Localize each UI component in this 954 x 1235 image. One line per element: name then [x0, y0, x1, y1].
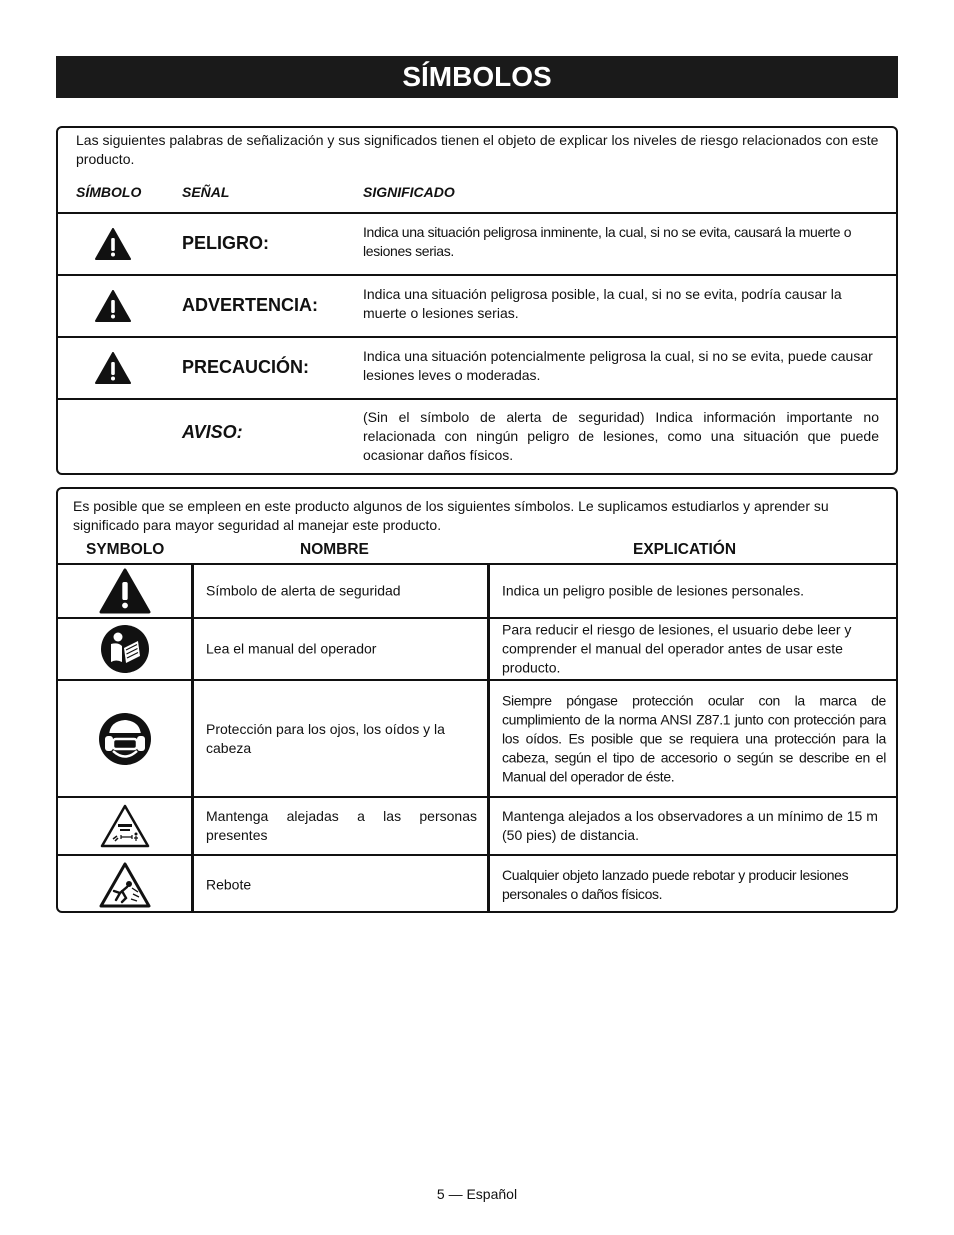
header-symbol: SÍMBOLO [76, 184, 142, 200]
signal-row-precaucion [58, 336, 896, 398]
signal-word: AVISO: [182, 422, 243, 442]
header-explicacion: EXPLICATIÓN [633, 541, 737, 558]
symbol-name: Protección para los ojos, los oídos y la cabeza [206, 720, 445, 756]
signal-words-intro: Las siguientes palabras de señalización y sus significados tienen el objeto de explicar los niveles de riesgo relacionados con este producto. [76, 132, 879, 167]
symbol-explanation: Cualquier objeto lanzado puede rebotar y producir lesiones personales o daños físicos. [502, 866, 849, 902]
header-meaning: SIGNIFICADO [363, 184, 455, 200]
signal-row-aviso [58, 398, 896, 475]
symbol-name: Lea el manual del operador [206, 640, 377, 657]
symbol-explanation: Indica un peligro posible de lesiones personales. [502, 582, 804, 599]
header-symbolo: SYMBOLO [86, 541, 165, 558]
signal-meaning: Indica una situación potencialmente peligrosa la cual, si no se evita, puede causar lesiones leves o moderadas. [363, 348, 873, 383]
page-title: SÍMBOLOS [56, 56, 898, 98]
ricochet-icon [98, 861, 152, 909]
signal-word: PELIGRO: [182, 233, 270, 253]
symbol-name: Mantenga alejadas a las personas presentes [206, 808, 477, 843]
symbol-name: Símbolo de alerta de seguridad [206, 582, 401, 599]
table-row [58, 679, 896, 796]
symbols-intro: Es posible que se empleen en este producto algunos de los siguientes símbolos. Le suplicamos estudiarlos y aprender su significado para mayor seguridad al manejar este producto. [73, 498, 829, 533]
table-row [58, 563, 896, 617]
table-row [58, 854, 896, 913]
table-row [58, 796, 896, 854]
signal-meaning: Indica una situación peligrosa posible, la cual, si no se evita, podría causar la muerte o lesiones serias. [363, 286, 842, 321]
warning-triangle-icon [95, 228, 131, 260]
header-nombre: NOMBRE [300, 541, 369, 558]
signal-meaning: (Sin el símbolo de alerta de seguridad) Indica información importante no relacionada con ningún peligro de lesiones, como una situación que puede ocasionar daños físicos. [363, 409, 879, 463]
symbol-explanation: Siempre póngase protección ocular con la marca de cumplimiento de la norma ANSI Z87.1 junto con protección para los oídos. Es posible que se requiera una protección para la cabeza, según el tipo de accesorio o según se describe en el Manual del operador de éste. [502, 692, 886, 784]
header-signal: SEÑAL [182, 184, 230, 200]
symbol-name: Rebote [206, 876, 252, 892]
signal-word: PRECAUCIÓN: [182, 357, 310, 377]
warning-triangle-icon [95, 352, 131, 384]
eye-ear-head-protection-icon [98, 712, 152, 766]
keep-bystanders-away-icon [99, 803, 151, 849]
safety-alert-icon [99, 568, 151, 614]
table-row [58, 617, 896, 679]
symbol-explanation: Para reducir el riesgo de lesiones, el usuario debe leer y comprender el manual del operador antes de usar este producto. [502, 621, 852, 676]
symbols-table [58, 563, 896, 913]
warning-triangle-icon [95, 290, 131, 322]
signal-row-advertencia [58, 274, 896, 336]
signal-row-peligro [58, 212, 896, 274]
signal-word: ADVERTENCIA: [182, 295, 319, 315]
symbol-explanation: Mantenga alejados a los observadores a un mínimo de 15 m (50 pies) de distancia. [502, 808, 878, 843]
page-footer: 5 — Español [436, 1186, 518, 1202]
symbols-box [56, 487, 898, 913]
signal-meaning: Indica una situación peligrosa inminente, la cual, si no se evita, causará la muerte o lesiones serias. [363, 224, 852, 259]
read-manual-icon [100, 624, 150, 674]
signal-words-box [56, 126, 898, 475]
